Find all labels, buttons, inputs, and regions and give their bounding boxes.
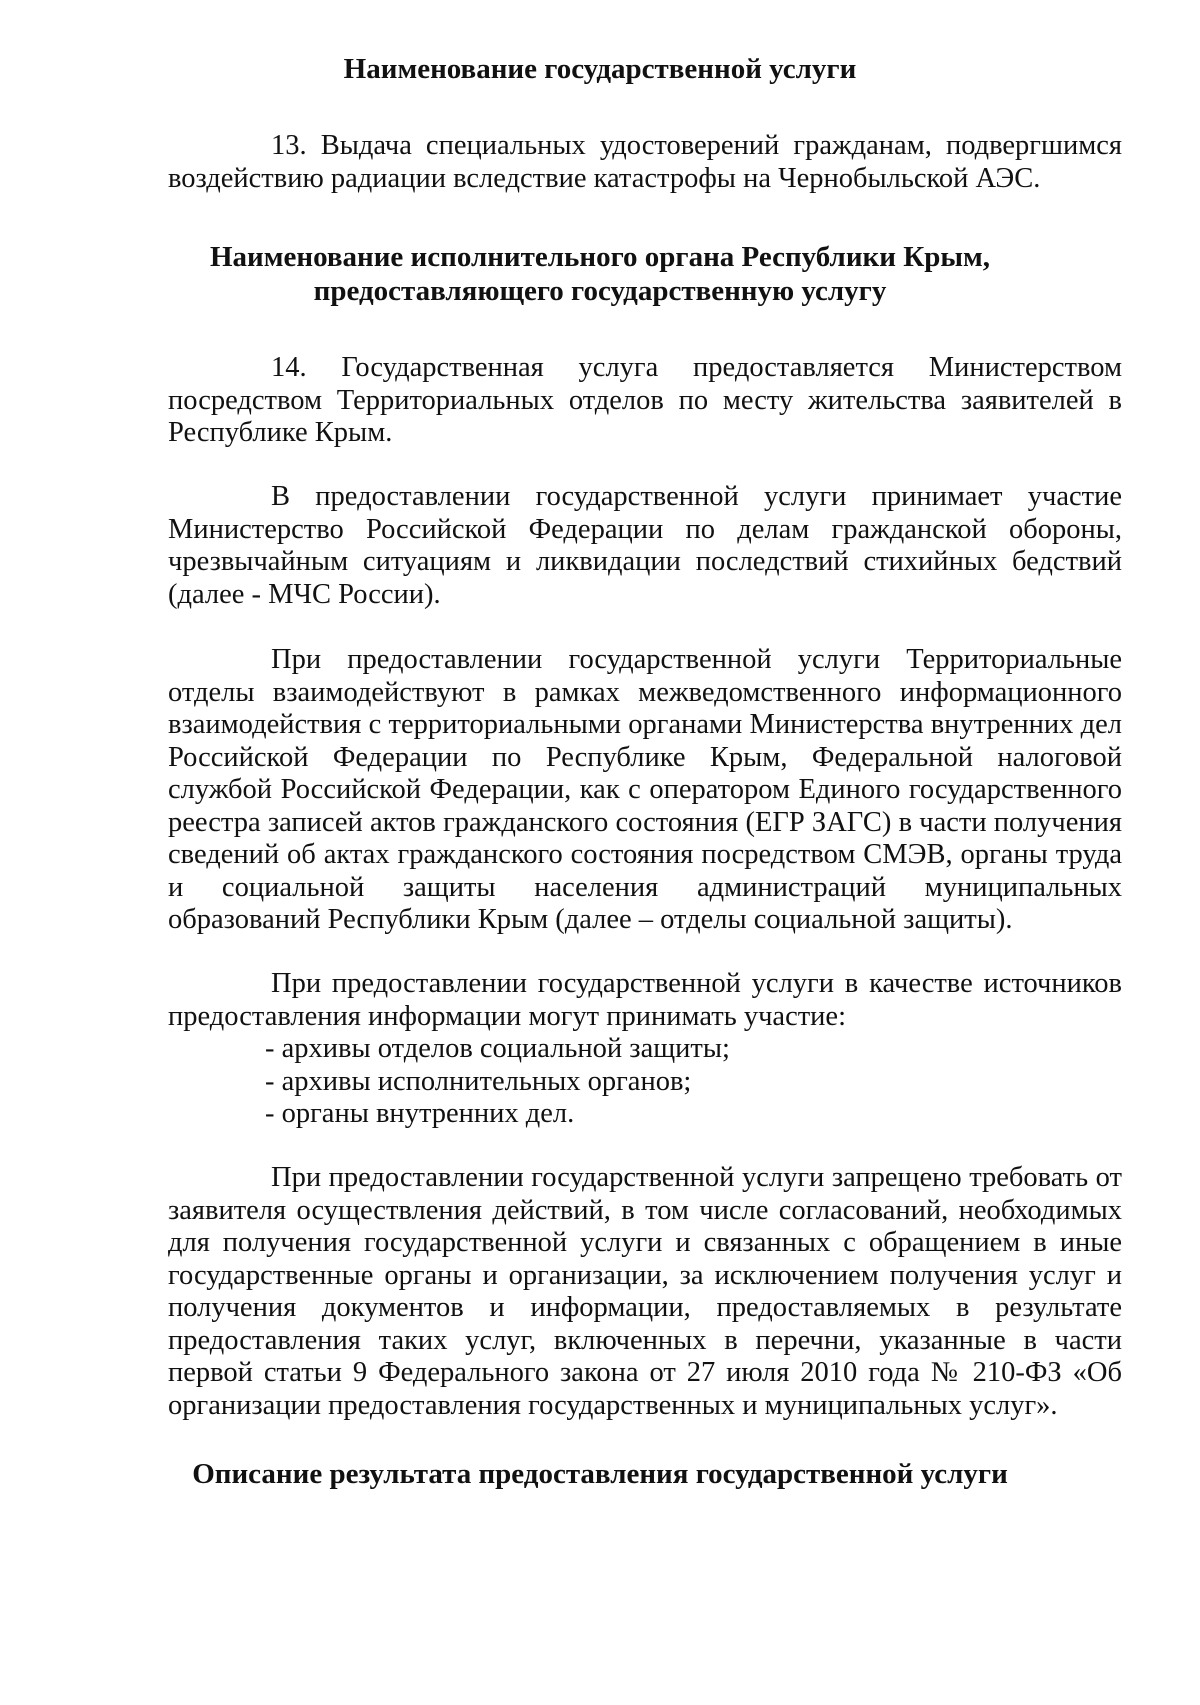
- heading-executive-body: [0, 240, 1200, 308]
- paragraph-mchs-participation: В предоставлении государственной услуги принимает участие Министерство Российской Федерации по делам гражданской обороны, чрезвычайным ситуациям и ликвидации последствий стихийных бедствий (далее - МЧС России).: [168, 481, 1122, 610]
- paragraph-14-provider: 14. Государственная услуга предоставляется Министерством посредством Территориальных отделов по месту жительства заявителей в Республике Крым.: [168, 352, 1122, 448]
- list-item: - органы внутренних дел.: [265, 1098, 575, 1129]
- paragraph-13-service: 13. Выдача специальных удостоверений гражданам, подвергшимся воздействию радиации вследствие катастрофы на Чернобыльской АЭС.: [168, 130, 1122, 194]
- paragraph-interagency-interaction: При предоставлении государственной услуги Территориальные отделы взаимодействуют в рамках межведомственного информационного взаимодействия с территориальными органами Министерства внутренних дел Российской Федерации по Республике Крым, Федеральной налоговой службой Российской Федерации, как с оператором Единого государственного реестра записей актов гражданского состояния (ЕГР ЗАГС) в части получения сведений об актах гражданского состояния посредством СМЭВ, органы труда и социальной защиты населения администраций муниципальных образований Республики Крым (далее – отделы социальной защиты).: [168, 644, 1122, 935]
- heading-result-description: Описание результата предоставления государственной услуги: [192, 1458, 1008, 1490]
- list-item: - архивы исполнительных органов;: [265, 1065, 692, 1097]
- paragraph-prohibition: При предоставлении государственной услуги запрещено требовать от заявителя осуществления действий, в том числе согласований, необходимых для получения государственной услуги и связанных с обращением в иные государственные органы и организации, за исключением получения услуг и получения документов и информации, предоставляемых в результате предоставления таких услуг, включенных в перечни, указанные в части первой статьи 9 Федерального закона от 27 июля 2010 года № 210-ФЗ «Об организации предоставления государственных и муниципальных услуг».: [168, 1162, 1122, 1421]
- information-sources-list: [265, 1033, 1065, 1131]
- heading-service-name: Наименование государственной услуги: [343, 53, 857, 85]
- heading-executive-body-line1: Наименование исполнительного органа Республики Крым,: [209, 241, 991, 273]
- list-item: - архивы отделов социальной защиты;: [265, 1033, 730, 1064]
- heading-executive-body-line2: предоставляющего государственную услугу: [313, 275, 887, 307]
- paragraph-information-sources: При предоставлении государственной услуги в качестве источников предоставления информации могут принимать участие:: [168, 968, 1122, 1032]
